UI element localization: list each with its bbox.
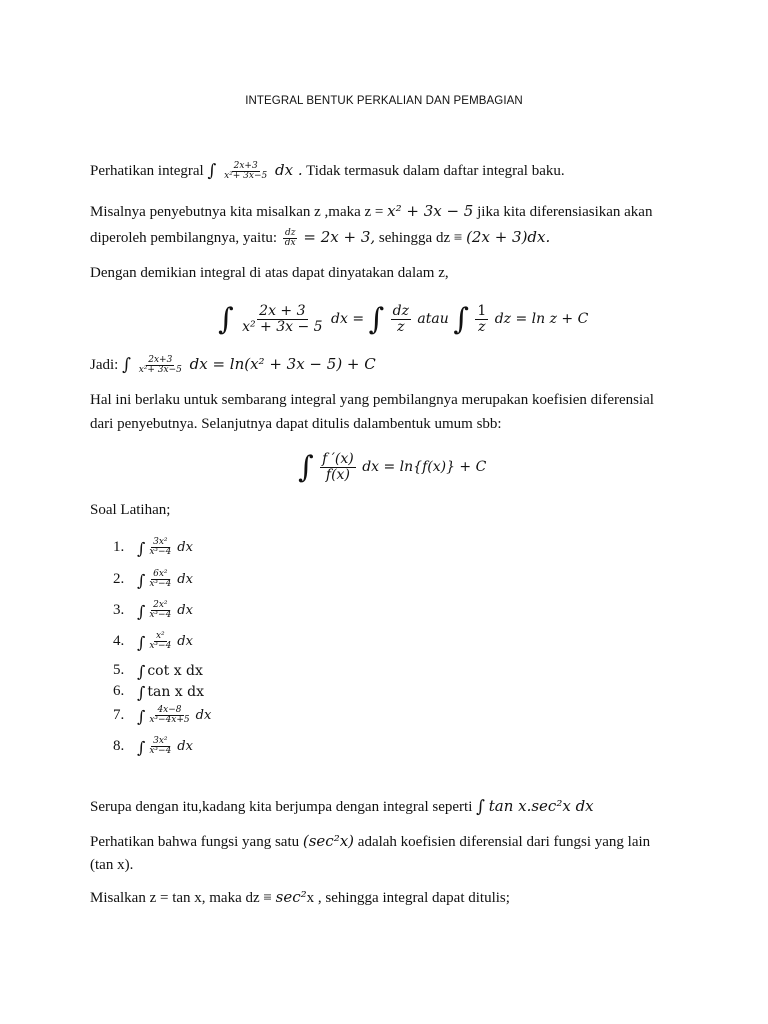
general-result: dx = ln{f(x)} + C [362, 459, 487, 475]
paragraph-coefficient-line2: (tan x). [90, 857, 134, 873]
integral-sign: ∫ [137, 539, 146, 559]
exercise-number: 8. [113, 738, 125, 755]
substitution-expression: x² + 3x − 5 [387, 202, 474, 220]
coefficient-text: Perhatikan bahwa fungsi yang satu [90, 834, 300, 850]
fraction-numerator: dz [392, 302, 409, 319]
final-expression: sec² [275, 888, 307, 906]
exercise-number: 5. [113, 662, 125, 678]
integral-sign: ∫ [137, 633, 146, 653]
fraction-denominator: x²+ 3x−5 [138, 365, 182, 376]
exercise-expression: cot x dx [147, 662, 203, 679]
integral-sign: ∫ [476, 797, 485, 817]
jadi-fraction [137, 356, 184, 376]
exercise-item [113, 682, 204, 701]
derivative-expression: = 2x + 3, [303, 228, 376, 246]
derivative-text-tail: sehingga dz ≡ [378, 230, 463, 246]
exercises-heading: Soal Latihan; [90, 502, 171, 518]
fraction-numerator: 6x² [153, 569, 168, 579]
fraction-numerator: 2x² [153, 600, 168, 610]
exercise-number: 2. [113, 571, 125, 588]
intro-tail: Tidak termasuk dalam daftar integral baku. [306, 163, 565, 179]
dz-dx-fraction [283, 229, 298, 249]
integral-sign: ∫ [137, 683, 146, 702]
coefficient-text-tail: adalah koefisien diferensial dari fungsi yang lain [357, 834, 651, 850]
dz-over-z-fraction [391, 304, 411, 334]
paragraph-substitution-line1 [90, 199, 688, 224]
fraction-numerator: 3x² [153, 736, 168, 746]
paragraph-coefficient-line1 [90, 829, 688, 854]
fraction-denominator: x³−4 [149, 579, 172, 590]
exercise-number: 3. [113, 602, 125, 619]
paragraph-final [90, 885, 688, 910]
exercise-fraction [147, 538, 173, 558]
exercise-dx: dx [177, 634, 193, 650]
one-over-z-fraction [475, 304, 488, 334]
display1-result: dz = ln z + C [494, 311, 589, 327]
exercise-fraction [147, 570, 173, 590]
exercise-number: 6. [113, 683, 125, 699]
exercise-fraction [147, 737, 173, 757]
fraction-denominator: x³−4 [149, 610, 172, 621]
sec-expression: (sec²x) [302, 832, 355, 850]
display1-dx: dx = [331, 311, 365, 327]
exercise-dx: dx [195, 708, 212, 724]
integral-sign: ∫ [137, 571, 146, 591]
integral-sign: ∫ [137, 707, 146, 727]
tan-sec-expression: tan x.sec²x dx [488, 797, 594, 815]
integral-sign: ∫ [218, 302, 234, 337]
exercise-dx: dx [177, 603, 193, 619]
exercise-dx: dx [177, 572, 193, 588]
fraction-denominator: z [478, 318, 486, 335]
intro-dx: dx . [274, 161, 303, 179]
final-text: Misalkan z = tan x, maka dz ≡ [90, 890, 272, 906]
paragraph-general-line1: Hal ini berlaku untuk sembarang integral yang pembilangnya merupakan koefisien diferensial [90, 392, 654, 408]
exercise-item [113, 706, 211, 726]
fraction-denominator: x³−4x+5 [149, 715, 190, 726]
fraction-numerator: dz [284, 227, 296, 238]
paragraph-intro [90, 158, 688, 183]
exercise-number: 1. [113, 539, 125, 556]
exercise-item [113, 538, 193, 558]
fraction-denominator: x³−4 [149, 547, 172, 558]
fraction-denominator: x³−4 [149, 746, 172, 757]
exercise-fraction [147, 632, 173, 652]
fraction-numerator: 1 [477, 302, 487, 319]
fraction-denominator: z [397, 318, 405, 335]
fraction-numerator: 3x² [153, 537, 168, 547]
fraction-denominator: x²+ 3x−5 [224, 171, 268, 182]
exercise-item [113, 570, 193, 590]
integral-sign: ∫ [298, 450, 314, 485]
fraction-numerator: 4x−8 [157, 705, 182, 715]
paragraph-substitution-line2 [90, 225, 688, 250]
paragraph-in-z: Dengan demikian integral di atas dapat dinyatakan dalam z, [90, 265, 449, 281]
atau-word: atau [417, 311, 449, 327]
substitution-text-tail: jika kita diferensiasikan akan [477, 204, 653, 220]
display-equation-1 [218, 296, 589, 337]
paragraph-tan-sec [90, 794, 688, 819]
final-text-tail: x , sehingga integral dapat ditulis; [306, 890, 510, 906]
fraction-numerator: f ′(x) [322, 450, 354, 467]
fraction-denominator: x² + 3x − 5 [242, 318, 323, 335]
exercise-fraction [147, 706, 191, 726]
jadi-label: Jadi: [90, 357, 119, 373]
integral-sign: ∫ [122, 355, 131, 375]
exercise-number: 7. [113, 707, 125, 724]
fraction-denominator: x³−4 [149, 641, 172, 652]
general-fraction [320, 452, 356, 482]
integral-sign: ∫ [137, 662, 146, 681]
dz-expression: (2x + 3)dx. [466, 228, 551, 246]
exercise-item [113, 661, 203, 680]
integral-sign: ∫ [368, 302, 385, 337]
page-title: INTEGRAL BENTUK PERKALIAN DAN PEMBAGIAN [245, 95, 523, 107]
substitution-text: Misalnya penyebutnya kita misalkan z ,maka z = [90, 204, 384, 220]
tan-sec-text: Serupa dengan itu,kadang kita berjumpa dengan integral seperti [90, 799, 473, 815]
exercise-dx: dx [177, 540, 193, 556]
fraction-denominator: dx [284, 238, 296, 249]
paragraph-general-line2: dari penyebutnya. Selanjutnya dapat ditulis dalambentuk umum sbb: [90, 416, 502, 432]
integral-sign: ∫ [207, 161, 217, 181]
jadi-result: dx = ln(x² + 3x − 5) + C [189, 355, 376, 373]
display-equation-2 [298, 444, 487, 485]
exercise-number: 4. [113, 633, 125, 650]
integral-sign: ∫ [453, 302, 469, 337]
exercise-item [113, 601, 193, 621]
paragraph-jadi [90, 352, 688, 377]
intro-lead: Perhatikan integral [90, 163, 204, 179]
exercise-item [113, 632, 193, 652]
exercise-expression: tan x dx [147, 683, 204, 700]
fraction-numerator: 2x + 3 [259, 302, 306, 319]
fraction-numerator: 2x+3 [148, 354, 173, 365]
fraction-numerator: 2x+3 [233, 160, 258, 171]
fraction-numerator: x² [155, 631, 165, 641]
integral-sign: ∫ [137, 602, 146, 622]
intro-fraction [222, 162, 269, 182]
exercise-fraction [147, 601, 173, 621]
integral-sign: ∫ [137, 738, 146, 758]
exercise-dx: dx [177, 739, 193, 755]
derivative-text: diperoleh pembilangnya, yaitu: [90, 230, 278, 246]
exercise-item [113, 737, 193, 757]
display1-fraction [240, 304, 324, 334]
fraction-denominator: f(x) [325, 466, 350, 483]
